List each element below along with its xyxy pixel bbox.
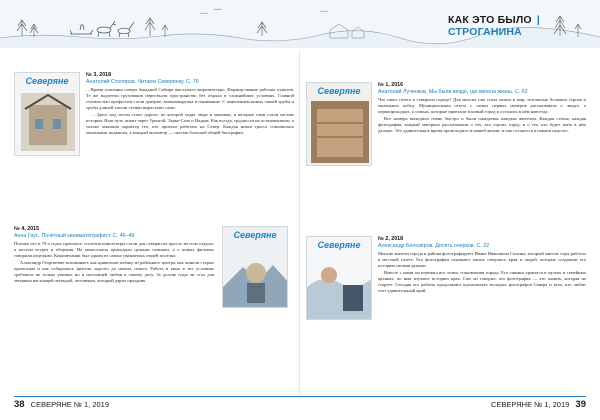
article-3-paragraph: Александр Георгиевич вспоминает, как привозили плёнку из районного центра, как чинили старые проекторы и как собирались зрители задолго до начала сеанса. Работа в кино в тех условиях требовала не только умения, но и настоящей любви к своему делу. За долгие годы он стал для земляков настоящей легендой, человеком, который дарил праздник. [14, 259, 214, 283]
article-3 [14, 226, 214, 285]
cover-logo: Северяне [317, 86, 361, 96]
page-spine [299, 50, 300, 395]
article-3-meta [14, 226, 214, 239]
article-2-meta [378, 82, 586, 95]
section-title: КАК ЭТО БЫЛО [448, 14, 532, 26]
article-3-paragraph: Похоже что в 70-х годах прошлого столетия кинотеатры стали для северян не просто местом отдыха, а местом встреч и общения. На киносеансы приходили целыми семьями, а о новых фильмах говорили неделями. Киномеханик был одним из самых уважаемых людей посёлка. [14, 241, 214, 258]
left-page-number: 38 [14, 399, 25, 410]
article-4-author: Александр Белозёров. Десять очерков. С. 22 [378, 242, 490, 249]
section-header [448, 14, 600, 38]
article-1-meta [86, 72, 294, 85]
article-1 [86, 72, 294, 136]
article-4-paragraph: Вместе с ними он пережил все этапы становления города. Его снимки хранятся в музеях и семейных архивах, по ним изучают историю края. Сам он говорил, что фотография — это память, которая не стареет. Сегодня его работы продолжают вдохновлять молодых фотографов Севера и всех, кто любит этот удивительный край. [378, 269, 586, 293]
section-separator: | [536, 14, 541, 26]
footer-left [14, 399, 109, 410]
magazine-cover-thumbnail [14, 72, 80, 156]
article-2-paragraph: Все номера выходили очень быстро и были ожидаемы каждым жителем. Каждая статья, каждая фотография, каждый материал рассказывали о тех, кто строил город, и о тех, кто будет жить в нём дальше. Это удивительное время происходило в нашей жизни, и оно останется в памяти надолго. [378, 115, 586, 133]
article-2-author: Анатолий Лученков. Мы были везде, где кипела жизнь. С. 62 [378, 88, 528, 95]
article-3-cite: № 4, 2015 [14, 226, 40, 232]
footer-magazine-left: СЕВЕРЯНЕ № 1, 2019 [30, 400, 110, 409]
article-4 [378, 236, 586, 295]
decorative-banner [0, 0, 600, 48]
cover-logo: Северяне [233, 230, 277, 240]
article-1-cite: № 3, 2018 [86, 72, 112, 78]
article-1-paragraph: …Здесь под лесом стоит дорога, по которой ходят люди и машины, и которые сами стали частью истории. Наш путь лежит через Уренгой, Тарко-Сале и Надым. Как всегда, трудности не останавливали, а только закаляли характер тех, кто приехал работать на Север. Каждая новая трасса становилась маленьким подвигом, а каждый километр — частью большой общей биографии. [86, 111, 294, 135]
article-1-author: Анатолий Столяров. Читаем Северянку. С. 76 [86, 78, 199, 85]
footer-rule [14, 396, 586, 397]
article-2 [378, 82, 586, 135]
cover-logo: Северяне [317, 240, 361, 250]
footer-magazine-right: СЕВЕРЯНЕ № 1, 2019 [490, 400, 570, 409]
footer-right [491, 399, 586, 410]
magazine-cover-thumbnail [306, 236, 372, 320]
article-4-meta [378, 236, 586, 249]
magazine-cover-thumbnail [222, 226, 288, 308]
article-4-paragraph: Многие жители города и района фотографируют Ивана Ивановича Сытина, который многие годы работал в местной газете. Его фотографии отражают жизнь северного края и людей, которые создавали его историю своими руками. [378, 251, 586, 268]
article-3-author: Анна Гаус. Почётный кинематографист. С. 46–49 [14, 232, 135, 239]
right-page-number: 39 [575, 399, 586, 410]
article-2-cite: № 1, 2016 [378, 82, 404, 88]
article-2-paragraph: Что такое газета в северном городе? Для многих она стала окном в мир, летописью больших строек и маленьких побед. Муниципальная газета с самых первых номеров рассказывала о людях, о первопроходцах, о семьях, которые приехали в новый город и остались в нём навсегда. [378, 97, 586, 114]
subsection-title: СТРОГАНИНА [448, 26, 522, 38]
cover-logo: Северяне [25, 76, 69, 86]
article-4-cite: № 2, 2018 [378, 236, 404, 242]
magazine-cover-thumbnail [306, 82, 372, 166]
article-1-paragraph: …Время освоения севера Западной Сибири выступало выразительно. Формир-ование рабочих пунктов. Те же водители грузовиков пересекали пространство без отдыха в сложнейших условиях. Главной стоимостью профессии стали доверие, взаимовыручка и понимание. С появлением новых связей трубы и трубы длиной тягали стенки вырастают сами. [86, 87, 294, 110]
